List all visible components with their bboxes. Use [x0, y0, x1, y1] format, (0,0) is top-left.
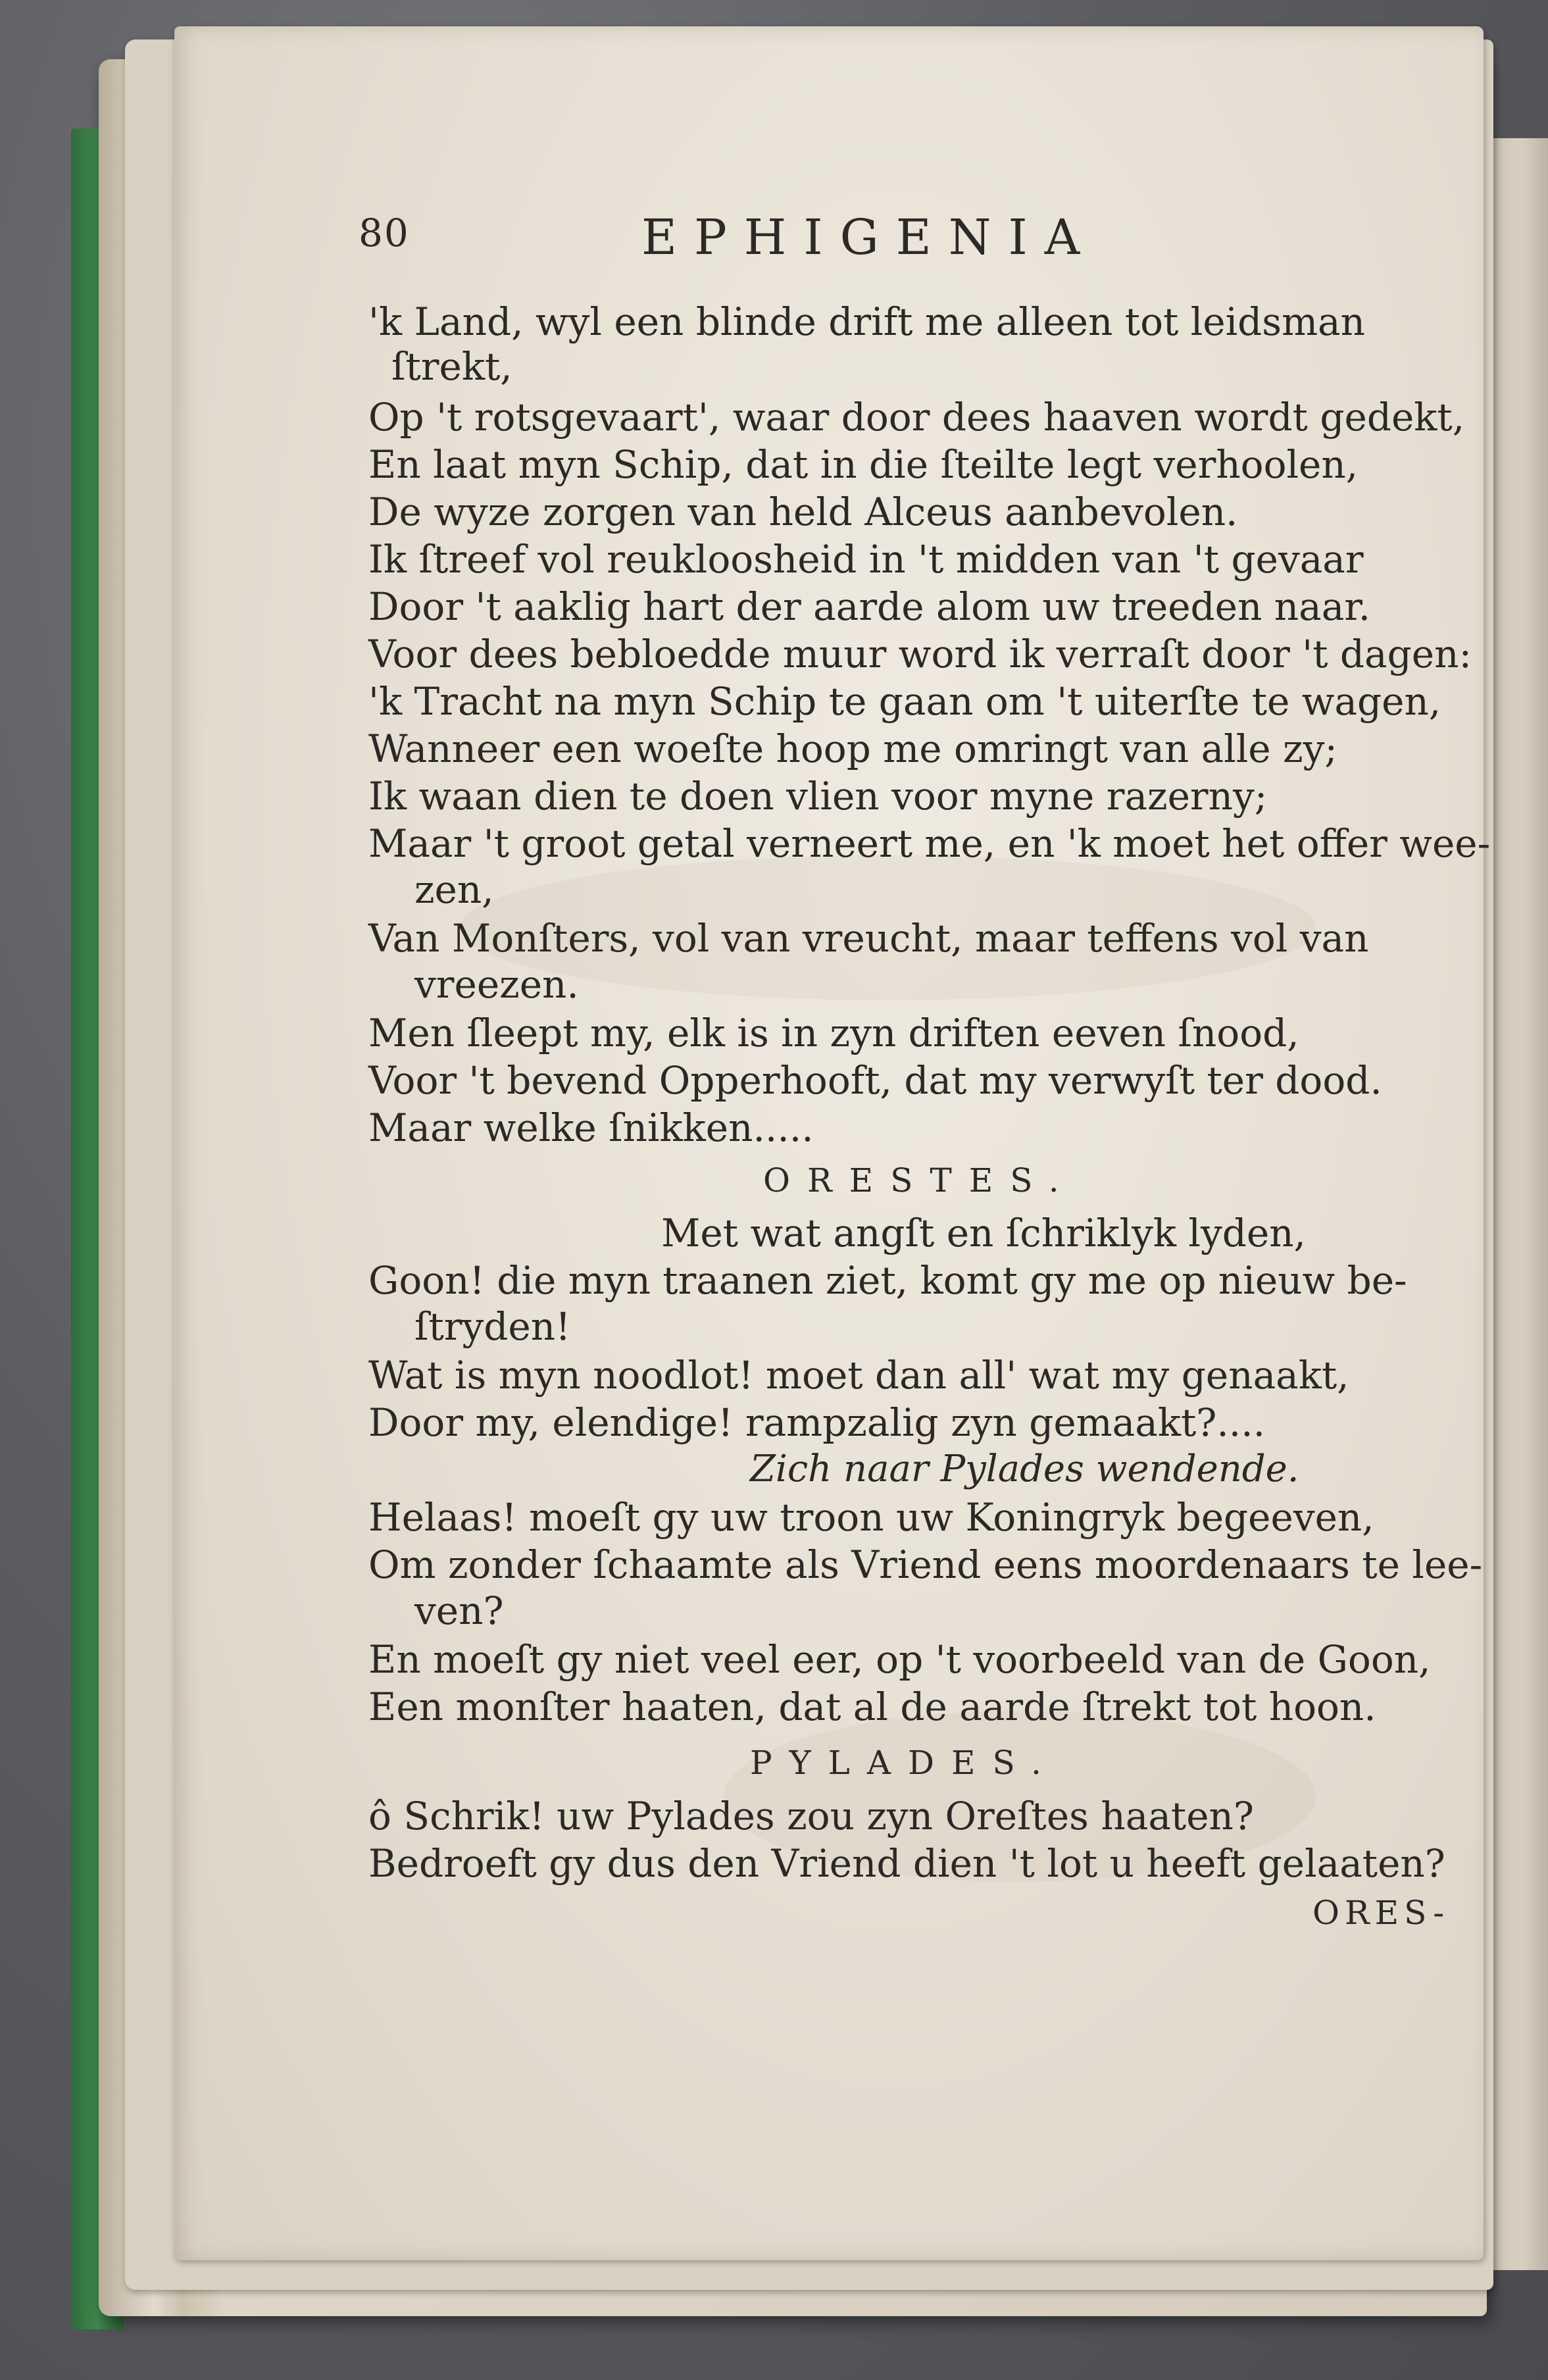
verse-line: Maar 't groot getal verneert me, en 'k moet het offer wee-: [368, 821, 1491, 866]
verse-line: ven?: [414, 1588, 504, 1633]
verse-line: Men ſleept my, elk is in zyn driften eeven ſnood,: [368, 1011, 1299, 1055]
verse-line: Een monſter haaten, dat al de aarde ſtrekt tot hoon.: [368, 1684, 1376, 1729]
page-number: 80: [359, 211, 410, 255]
running-title: EPHIGENIA: [641, 209, 1097, 266]
verse-line: En laat myn Schip, dat in die ſteilte legt verhoolen,: [368, 442, 1359, 487]
verse-line: ſtrekt,: [391, 344, 512, 389]
verse-line: Door 't aaklig hart der aarde alom uw treeden naar.: [368, 584, 1371, 629]
verse-line: Helaas! moeſt gy uw troon uw Koningryk begeeven,: [368, 1495, 1374, 1540]
verse-line: Van Monſters, vol van vreucht, maar teffens vol van: [368, 916, 1369, 961]
verse-line: 'k Land, wyl een blinde drift me alleen tot leidsman: [368, 299, 1365, 344]
verse-line: Wat is myn noodlot! moet dan all' wat my genaakt,: [368, 1353, 1349, 1398]
verse-line: Voor 't bevend Opperhooft, dat my verwyſt ter dood.: [368, 1058, 1382, 1103]
verse-line: ſtryden!: [414, 1304, 571, 1349]
verse-line: 'k Tracht na myn Schip te gaan om 't uiterſte te wagen,: [368, 679, 1441, 724]
verse-line: Voor dees bebloedde muur word ik verraſt door 't dagen:: [368, 632, 1472, 676]
verse-line: De wyze zorgen van held Alceus aanbevolen.: [368, 490, 1238, 534]
verse-line: Maar welke ſnikken.....: [368, 1105, 814, 1150]
verse-line: vreezen.: [414, 962, 579, 1007]
verse-line: Op 't rotsgevaart', waar door dees haaven wordt gedekt,: [368, 395, 1465, 440]
catchword: ORES-: [1312, 1894, 1450, 1932]
verse-line: En moeſt gy niet veel eer, op 't voorbeeld van de Goon,: [368, 1637, 1431, 1682]
verse-line: Wanneer een woeſte hoop me omringt van alle zy;: [368, 726, 1337, 771]
verse-line: Om zonder ſchaamte als Vriend eens moordenaars te lee-: [368, 1542, 1483, 1587]
verse-line: Door my, elendige! rampzalig zyn gemaakt?....: [368, 1400, 1266, 1445]
verse-line: ô Schrik! uw Pylades zou zyn Oreſtes haaten?: [368, 1794, 1254, 1838]
stage-direction: Zich naar Pylades wendende.: [750, 1448, 1299, 1490]
verse-line: Goon! die myn traanen ziet, komt gy me op nieuw be-: [368, 1258, 1407, 1303]
speaker-pylades: PYLADES.: [750, 1744, 1059, 1782]
verse-line: Ik ſtreef vol reukloosheid in 't midden van 't gevaar: [368, 537, 1364, 582]
verse-line: zen,: [414, 867, 494, 912]
speaker-orestes: ORESTES.: [763, 1161, 1076, 1200]
verse-line: Ik waan dien te doen vlien voor myne razerny;: [368, 774, 1268, 819]
verse-line: Met wat angſt en ſchriklyk lyden,: [661, 1211, 1306, 1255]
verse-line: Bedroeft gy dus den Vriend dien 't lot u heeft gelaaten?: [368, 1841, 1445, 1886]
